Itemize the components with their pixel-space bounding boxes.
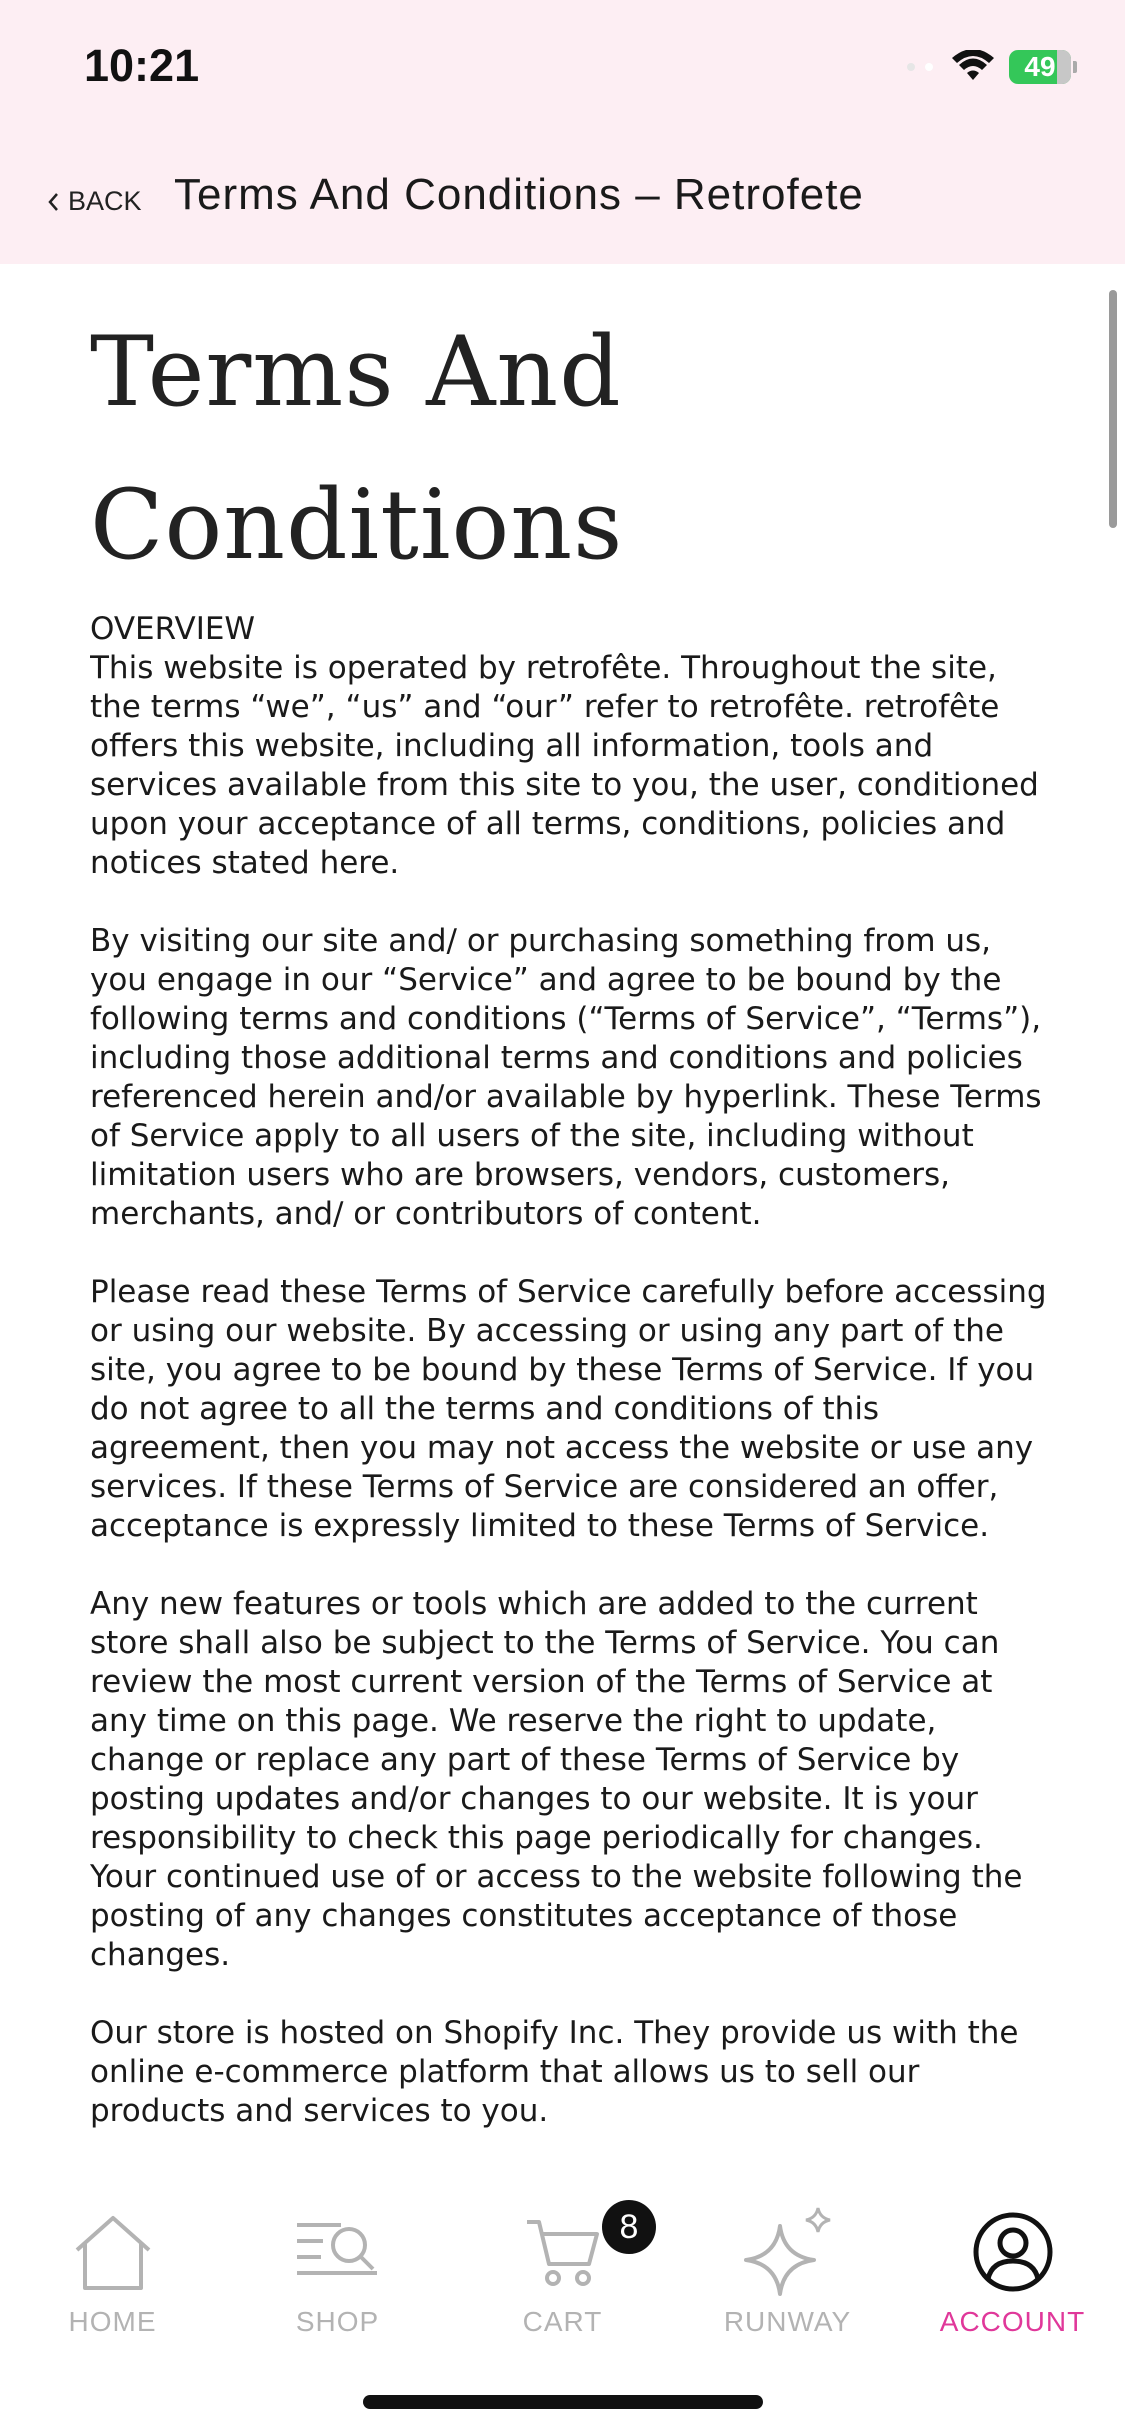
sparkle-icon	[738, 2204, 838, 2300]
home-indicator	[363, 2395, 763, 2409]
terms-heading: Terms And Conditions	[90, 316, 624, 581]
tab-home[interactable]	[0, 2204, 225, 2338]
tab-shop-label: SHOP	[295, 2306, 380, 2337]
home-icon	[71, 2212, 155, 2292]
terms-paragraph: Please read these Terms of Service carefully before accessing or using our website. By accessing or using any part of the site, you agree to be bound by these Terms of Service. If you do not agree to all the terms and conditions of this agreement, then you may not access the website or use any services. If these Terms of Service are considered an offer, acceptance is expressly limited to these Terms of Service.	[90, 1274, 1047, 1544]
battery-icon	[1009, 50, 1077, 84]
page-title: Terms And Conditions – Retrofete	[174, 170, 864, 219]
cart-count-badge: 8	[602, 2200, 656, 2254]
tab-home-label: HOME	[68, 2306, 157, 2337]
tab-cart-label: CART	[522, 2306, 603, 2337]
terms-paragraph: Our store is hosted on Shopify Inc. They provide us with the online e-commerce platform that allows us to sell our products and services to you.	[90, 2015, 1019, 2129]
status-time: 10:21	[84, 40, 200, 91]
chevron-left-icon	[46, 191, 60, 213]
status-icons	[907, 50, 1077, 84]
battery-level: 49	[1024, 51, 1056, 82]
tab-runway[interactable]	[675, 2204, 900, 2338]
account-icon	[972, 2211, 1054, 2293]
cart-icon	[523, 2212, 603, 2292]
terms-paragraph: By visiting our site and/ or purchasing something from us, you engage in our “Service” and agree to be bound by the following terms and conditions (“Terms of Service”, “Terms”), including those additional terms and conditions and policies referenced herein and/or available by hyperlink. These Terms of Service apply to all users of the site, including without limitation users who are browsers, vendors, customers, merchants, and/ or contributors of content.	[90, 923, 1042, 1232]
tab-account-label: ACCOUNT	[939, 2306, 1086, 2337]
tab-shop[interactable]	[225, 2204, 450, 2338]
scrollbar[interactable]	[1109, 290, 1117, 528]
back-label: BACK	[68, 186, 142, 216]
section-label: OVERVIEW	[90, 611, 256, 647]
back-button[interactable]	[46, 186, 142, 217]
terms-body	[90, 610, 1050, 2131]
terms-content[interactable]	[90, 296, 1050, 2186]
header	[0, 0, 1125, 264]
wifi-icon	[951, 50, 995, 84]
tab-runway-label: RUNWAY	[723, 2306, 852, 2337]
terms-paragraph: This website is operated by retrofête. Throughout the site, the terms “we”, “us” and “our” refer to retrofête. retrofête offers this website, including all information, tools and services available from this site to you, the user, conditioned upon your acceptance of all terms, conditions, policies and notices stated here.	[90, 650, 1039, 881]
terms-paragraph: Any new features or tools which are added to the current store shall also be subject to the Terms of Service. You can review the most current version of the Terms of Service at any time on this page. We reserve the right to update, change or replace any part of these Terms of Service by posting updates and/or changes to our website. It is your responsibility to check this page periodically for changes. Your continued use of or access to the website following the posting of any changes constitutes acceptance of those changes.	[90, 1586, 1023, 1973]
tab-account[interactable]	[900, 2204, 1125, 2338]
shop-search-icon	[293, 2217, 383, 2287]
signal-icon	[907, 63, 933, 71]
